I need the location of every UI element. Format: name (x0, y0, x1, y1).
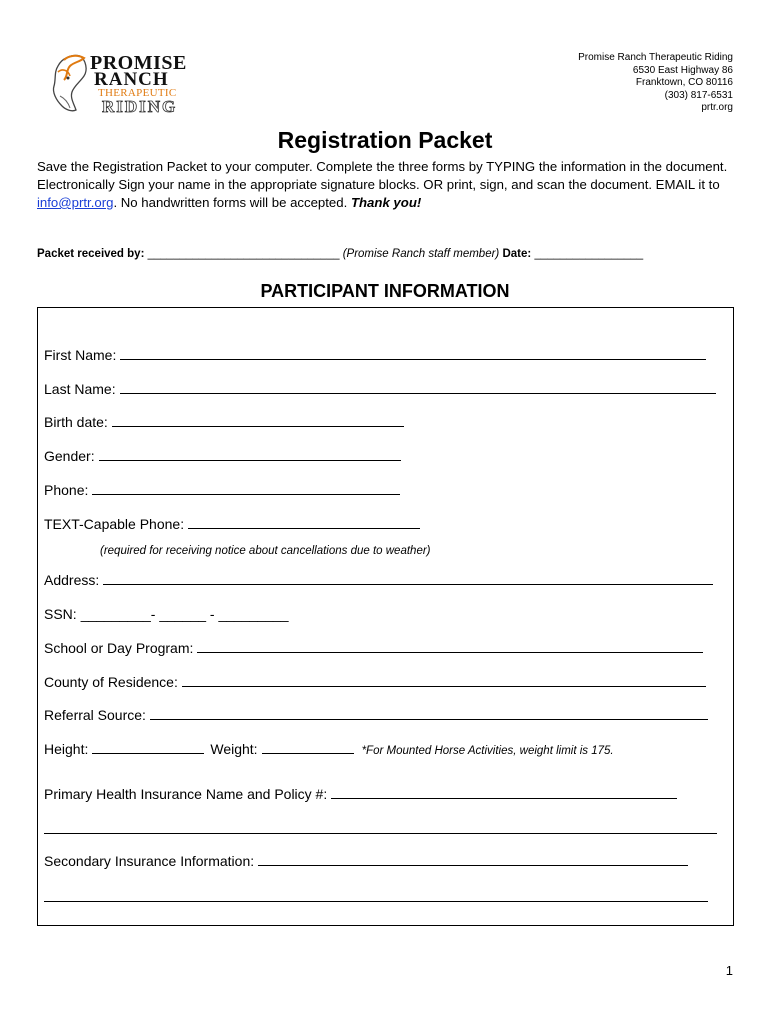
secondary-insurance-label: Secondary Insurance Information: (44, 853, 255, 869)
address-row (44, 572, 713, 588)
address-field[interactable] (103, 583, 713, 585)
ssn-row (44, 606, 289, 622)
address-label: Address: (44, 572, 100, 588)
thank-you-text: Thank you! (350, 195, 422, 210)
referral-field[interactable] (150, 718, 708, 720)
referral-label: Referral Source: (44, 707, 146, 723)
ssn-label: SSN: (44, 606, 77, 622)
primary-insurance-field-line-2[interactable] (44, 833, 717, 834)
packet-received-label: Packet received by: (37, 248, 145, 260)
first-name-field[interactable] (120, 358, 706, 360)
school-row (44, 640, 703, 656)
secondary-insurance-field[interactable] (258, 864, 688, 866)
gender-row (44, 448, 401, 464)
birth-date-field[interactable] (112, 425, 404, 427)
phone-label: Phone: (44, 482, 89, 498)
org-name: Promise Ranch Therapeutic Riding (578, 52, 733, 63)
first-name-row (44, 347, 706, 363)
last-name-field[interactable] (120, 392, 716, 394)
gender-field[interactable] (99, 459, 401, 461)
email-link[interactable]: info@prtr.org (37, 195, 114, 210)
county-label: County of Residence: (44, 674, 178, 690)
weight-label: Weight: (210, 741, 258, 757)
instructions-text-2: . No handwritten forms will be accepted. (113, 195, 351, 210)
height-weight-row (44, 741, 614, 757)
org-street: 6530 East Highway 86 (632, 64, 733, 76)
org-website: prtr.org (701, 102, 733, 113)
instructions-text-1: Save the Registration Packet to your computer. Complete the three forms by TYPING the information in the document. Electronically Sign your name in the appropriate signature blocks. OR print, sign, and scan the document. EMAIL it to (37, 159, 728, 192)
section-title: PARTICIPANT INFORMATION (260, 281, 510, 301)
primary-insurance-field[interactable] (331, 797, 677, 799)
phone-row (44, 482, 400, 498)
org-city: Franktown, CO 80116 (635, 77, 733, 88)
school-field[interactable] (197, 651, 703, 653)
page-title: Registration Packet (277, 127, 493, 153)
first-name-label: First Name: (44, 347, 117, 363)
height-label: Height: (44, 741, 89, 757)
org-phone: (303) 817-6531 (664, 89, 733, 101)
secondary-insurance-field-line-2[interactable] (44, 901, 708, 902)
weight-limit-note: *For Mounted Horse Activities, weight limit is 175. (361, 745, 614, 757)
primary-insurance-label: Primary Health Insurance Name and Policy #: (44, 786, 328, 802)
birth-date-label: Birth date: (44, 414, 108, 430)
school-label: School or Day Program: (44, 640, 194, 656)
primary-insurance-row (44, 786, 677, 802)
referral-row (44, 707, 708, 723)
date-label: Date: (502, 248, 532, 260)
packet-received-blank[interactable]: ______________________________ (147, 248, 340, 260)
text-phone-field[interactable] (188, 527, 420, 529)
text-phone-note: (required for receiving notice about cancellations due to weather) (100, 545, 431, 557)
text-phone-row (44, 516, 420, 532)
logo-therapeutic-text: THERAPEUTIC (98, 87, 177, 99)
secondary-insurance-row (44, 853, 688, 869)
last-name-row (44, 381, 716, 397)
gender-label: Gender: (44, 448, 95, 464)
text-phone-label: TEXT-Capable Phone: (44, 516, 185, 532)
phone-field[interactable] (92, 493, 400, 495)
county-row (44, 674, 706, 690)
weight-field[interactable] (262, 752, 354, 754)
ssn-field[interactable]: _________- ______ - _________ (80, 606, 289, 622)
birth-date-row (44, 414, 404, 430)
date-blank[interactable]: _________________ (534, 248, 644, 260)
promise-ranch-logo (50, 52, 190, 114)
height-field[interactable] (92, 752, 204, 754)
county-field[interactable] (182, 685, 706, 687)
instructions-paragraph (37, 158, 737, 212)
packet-received-line (37, 248, 643, 260)
logo-ranch-text: RANCH (94, 69, 169, 90)
staff-member-note: (Promise Ranch staff member) (342, 248, 500, 260)
logo-promise-text: PROMISE (90, 52, 187, 74)
logo-riding-text: RIDING (102, 97, 178, 116)
page-number: 1 (725, 963, 733, 978)
last-name-label: Last Name: (44, 381, 116, 397)
organization-address (578, 52, 733, 115)
